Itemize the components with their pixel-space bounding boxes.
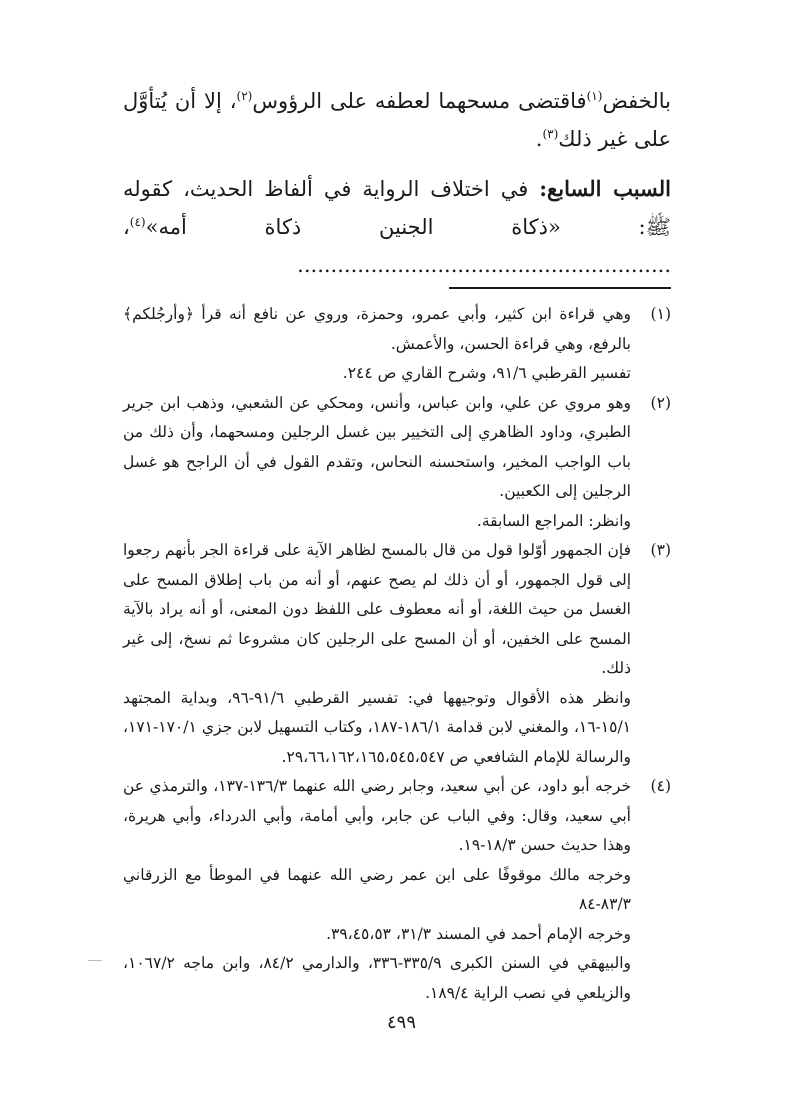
main-paragraph-1 xyxy=(123,82,671,158)
footnote-4 xyxy=(123,772,671,1008)
footnote-1 xyxy=(123,300,671,389)
footnote-separator-rule xyxy=(449,287,671,289)
footnote-number: (٤) xyxy=(650,777,671,795)
section-heading: السبب السابع: xyxy=(539,176,671,201)
footnote-number: (٢) xyxy=(650,393,671,412)
footnote-ref-3[interactable]: (٣) xyxy=(542,127,559,141)
footnote-ref-4[interactable]: (٤) xyxy=(129,215,146,229)
main-text-segment: فاقتضى مسحهما لعطفه على الرؤوس xyxy=(252,89,587,113)
footnote-line: وخرجه مالك موقوفًا على ابن عمر رضي الله عنهما في الموطأ مع الزرقاني ٨٣/٣-٨٤ xyxy=(123,865,631,913)
footnote-3 xyxy=(123,536,671,772)
footnote-line: وانظر: المراجع السابقة. xyxy=(476,511,631,530)
main-text-segment: في اختلاف الرواية في ألفاظ الحديث، كقوله ﷺ: «ذكاة الجنين ذكاة أمه» xyxy=(123,177,671,239)
main-text-segment: ، xyxy=(123,215,130,239)
footnote-number: (١) xyxy=(650,305,671,323)
footnote-number: (٣) xyxy=(650,541,671,559)
margin-mark xyxy=(88,960,102,961)
main-text-segment: ، إلا أن يُتأوَّل على غير ذلك xyxy=(123,89,671,151)
main-text-segment: . xyxy=(535,127,543,151)
page-number: ٤٩٩ xyxy=(386,1012,416,1033)
main-paragraph-2 xyxy=(123,170,671,284)
footnote-line: وهو مروي عن علي، وابن عباس، وأنس، ومحكي عن الشعبي، وذهب ابن جرير الطبري، وداود الظاهري إلى التخيير بين غسل الرجلين ومسحهما، وأن ذلك من باب الواجب المخير، واستحسنه النحاس، وتقدم القول في أن الراجح هو غسل الرجلين إلى الكعبين. xyxy=(123,393,631,500)
footnote-ref-2[interactable]: (٢) xyxy=(236,89,253,103)
footnote-ref-1[interactable]: (١) xyxy=(586,89,603,103)
footnotes-section xyxy=(123,300,671,1008)
dotted-leader: ........................................................ xyxy=(297,253,671,277)
footnote-line: خرجه أبو داود، عن أبي سعيد، وجابر رضي الله عنهما ١٣٦/٣-١٣٧، والترمذي عن أبي سعيد، وقال: وفي الباب عن جابر، وأبي أمامة، وأبي الدرداء، وأبي هريرة، وهذا حديث حسن ١٨/٣-١٩. xyxy=(123,777,631,854)
footnote-2 xyxy=(123,389,671,537)
footnote-line: وهي قراءة ابن كثير، وأبي عمرو، وحمزة، وروي عن نافع أنه قرأ ﴿وأرجُلكم﴾ بالرفع، وهي قراءة الحسن، والأعمش. xyxy=(123,305,631,353)
footnote-line: فإن الجمهور أوّلوا قول من قال بالمسح لظاهر الآية على قراءة الجر بأنهم رجعوا إلى قول الجمهور، أو أن ذلك لم يصح عنهم، أو أنه من باب إطلاق المسح على الغسل من حيث اللغة، أو أنه معطوف على اللفظ دون المعنى، أو أنه يراد بالآية المسح على الخفين، أو أن المسح على الرجلين كان مشروعا ثم نسخ، إلى غير ذلك. xyxy=(123,541,631,677)
main-text-segment: بالخفض xyxy=(602,89,671,113)
footnote-line: وخرجه الإمام أحمد في المسند ٣١/٣، ٣٩،٤٥،٥٣. xyxy=(326,924,631,943)
footnote-line: وانظر هذه الأقوال وتوجيهها في: تفسير القرطبي ٩١/٦-٩٦، وبداية المجتهد ١٥/١-١٦، والمغني لابن قدامة ١٨٦/١-١٨٧، وكتاب التسهيل لابن جزي ١٧٠/١-١٧١، والرسالة للإمام الشافعي ص ٢٩،٦٦،١٦٢،١٦٥،٥٤٥،٥٤٧. xyxy=(123,688,631,766)
footnote-line: تفسير القرطبي ٩١/٦، وشرح القاري ص ٢٤٤. xyxy=(342,364,631,382)
footnote-line: والبيهقي في السنن الكبرى ٣٣٥/٩-٣٣٦، والدارمي ٨٤/٢، وابن ماجه ١٠٦٧/٢، والزيلعي في نصب الراية ١٨٩/٤. xyxy=(123,954,632,1002)
